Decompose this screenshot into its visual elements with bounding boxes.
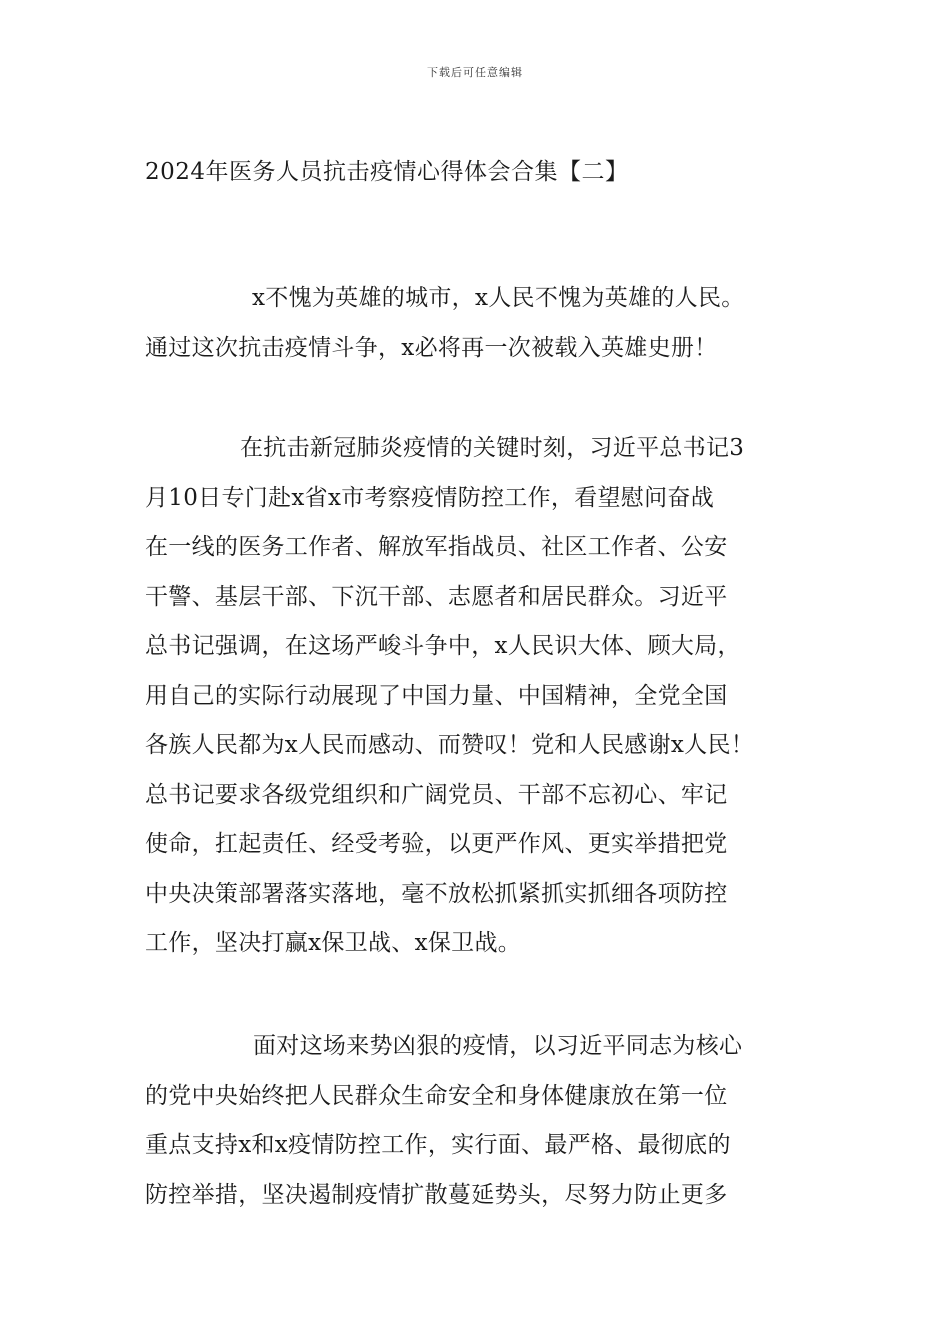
paragraph-line: 用自己的实际行动展现了中国力量、中国精神，全党全国 [145,682,728,709]
document-title: 2024年医务人员抗击疫情心得体会合集【二】 [145,159,629,185]
paragraph-line: 重点支持x和x疫情防控工作，实行面、最严格、最彻底的 [145,1132,731,1158]
paragraph-line: 中央决策部署落实落地，毫不放松抓紧抓实抓细各项防控 [145,880,728,907]
paragraph-line: 工作，坚决打赢x保卫战、x保卫战。 [145,930,522,956]
paragraph-line: 总书记强调，在这场严峻斗争中，x人民识大体、顾大局， [145,633,741,659]
header-note: 下载后可任意编辑 [427,66,523,79]
paragraph-line: 总书记要求各级党组织和广阔党员、干部不忘初心、牢记 [145,781,728,808]
paragraph-line: 的党中央始终把人民群众生命安全和身体健康放在第一位 [145,1082,728,1109]
paragraph-3 [145,1022,815,1220]
paragraph-line: 使命，扛起责任、经受考验，以更严作风、更实举措把党 [145,831,728,857]
paragraph-line: 面对这场来势凶狠的疫情，以习近平同志为核心 [253,1033,743,1059]
paragraph-line: x不愧为英雄的城市，x人民不愧为英雄的人民。 [252,285,745,311]
paragraph-line: 在抗击新冠肺炎疫情的关键时刻，习近平总书记3 [240,435,745,461]
paragraph-line: 干警、基层干部、下沉干部、志愿者和居民群众。习近平 [145,583,728,610]
paragraph-line: 防控举措，坚决遏制疫情扩散蔓延势头，尽努力防止更多 [145,1181,728,1208]
paragraph-line: 在一线的医务工作者、解放军指战员、社区工作者、公安 [145,534,728,560]
paragraph-line: 各族人民都为x人民而感动、而赞叹！党和人民感谢x人民！ [145,732,755,758]
paragraph-2 [145,424,815,969]
paragraph-line: 通过这次抗击疫情斗争，x必将再一次被载入英雄史册！ [145,334,718,361]
paragraph-1 [145,274,815,373]
paragraph-line: 月10日专门赴x省x市考察疫情防控工作，看望慰问奋战 [145,484,715,511]
